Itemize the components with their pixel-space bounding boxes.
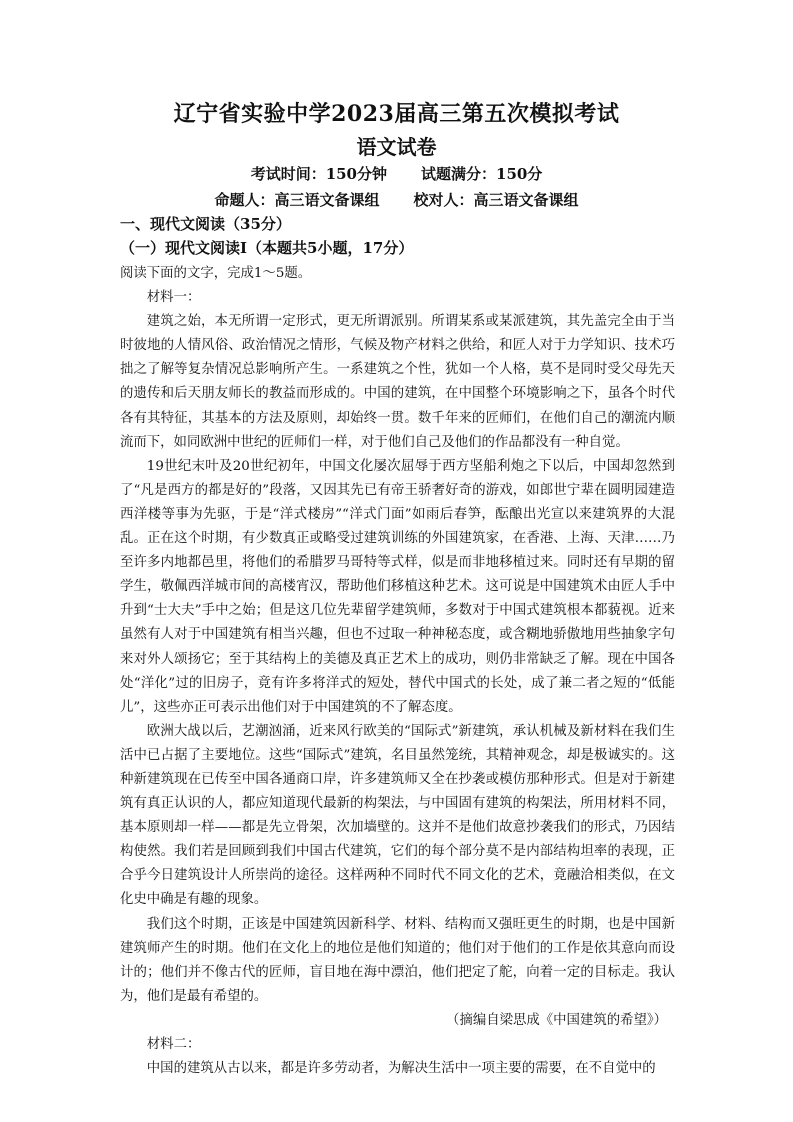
exam-title: 辽宁省实验中学2023届高三第五次模拟考试 <box>173 101 620 127</box>
material-one-label: 材料一： <box>146 290 201 306</box>
paragraph: 中国的建筑从古以来，都是许多劳动者，为解决生活中一项主要的需要，在不自觉中的 <box>146 1061 656 1077</box>
exam-info-line <box>0 164 793 184</box>
setter: 命题人：高三语文备课组 <box>214 191 380 209</box>
paper-subtitle: 语文试卷 <box>356 135 437 159</box>
section-heading: 一、现代文阅读（35分） <box>120 215 291 233</box>
paragraph: 19世纪末叶及20世纪初年，中国文化屡次屈辱于西方坚船利炮之下以后，中国却忽然到了“凡是西方的都是好的”段落，又因其先已有帝王骄奢好奇的游戏，如郎世宁辈在圆明园建造西洋楼等事为先驱，于是“洋式楼房”“洋式门面”如雨后春笋，酝酿出光宣以来建筑界的大混乱。正在这个时期，有少数真正或略受过建筑训练的外国建筑家，在香港、上海、天津……乃至许多内地都邑里，将他们的希腊罗马哥特等式样，似是而非地移植过来。同时还有早期的留学生，敬佩西洋城市间的高楼宵汉，帮助他们移植这种艺术。这可说是中国建筑术由匠人手中升到“士大夫”手中之始；但是这几位先辈留学建筑师，多数对于中国式建筑根本都藐视。近来虽然有人对于中国建筑有相当兴趣，但也不过取一种神秘态度，或含糊地骄傲地用些抽象字句来对外人颂扬它；至于其结构上的美德及真正艺术上的成功，则仍非常缺乏了解。现在中国各处“洋化”过的旧房子，竟有许多将洋式的短处，替代中国式的长处，成了兼二者之短的“低能儿”，这些亦正可表示出他们对于中国建筑的不了解态度。 <box>120 458 675 715</box>
checker: 校对人：高三语文备课组 <box>413 191 579 209</box>
exam-time: 考试时间：150分钟 <box>250 165 387 183</box>
full-score: 试题满分：150分 <box>421 165 543 183</box>
reading-passage <box>120 262 675 1081</box>
paragraph: 建筑之始，本无所谓一定形式，更无所谓派别。所谓某系或某派建筑，其先盖完全由于当时彼地的人情风俗、政治情况之情形，气候及物产材料之供给，和匠人对于力学知识、技术巧拙之了解等复杂情况总影响所产生。一系建筑之个性，犹如一个人格，莫不是同时受父母先天的遗传和后天朋友师长的教益而形成的。中国的建筑，在中国整个环境影响之下，虽各个时代各有其特征，其基本的方法及原则，却始终一贯。数千年来的匠师们，在他们自己的潮流内顺流而下，如同欧洲中世纪的匠师们一样，对于他们自己及他们的作品都没有一种自觉。 <box>120 314 675 450</box>
subsection-heading: （一）现代文阅读I（本题共5小题，17分） <box>120 239 414 257</box>
instruction: 阅读下面的文字，完成1～5题。 <box>120 266 312 281</box>
paragraph: 我们这个时期，正该是中国建筑因新科学、材料、结构而又强旺更生的时期，也是中国新建筑师产生的时期。他们在文化上的地位是他们知道的；他们对于他们的工作是依其意向而设计的；他们并不像古代的匠师，盲目地在海中漂泊，他们把定了舵，向着一定的目标走。我认为，他们是最有希望的。 <box>120 916 675 1004</box>
source-citation: （摘编自梁思成《中国建筑的希望》） <box>446 1012 667 1028</box>
material-two-label: 材料二： <box>146 1037 201 1052</box>
author-info-line <box>0 190 793 210</box>
paragraph: 欧洲大战以后，艺潮汹涌，近来风行欧美的“国际式”新建筑，承认机械及新材料在我们生活中已占据了主要地位。这些“国际式”建筑，名目虽然笼统，其精神观念，却是极诚实的。这种新建筑现在已传至中国各通商口岸，许多建筑师又全在抄袭或模仿那种形式。但是对于新建筑有真正认识的人，都应知道现代最新的构架法，与中国固有建筑的构架法，所用材料不同，基本原则却一样——都是先立骨架，次加墙壁的。这并不是他们故意抄袭我们的形式，乃因结构使然。我们若是回顾到我们中国古代建筑，它们的每个部分莫不是内部结构坦率的表现，正合乎今日建筑设计人所崇尚的途径。这样两种不同时代不同文化的艺术，竟融洽相类似，在文化史中确是有趣的现象。 <box>120 723 675 908</box>
